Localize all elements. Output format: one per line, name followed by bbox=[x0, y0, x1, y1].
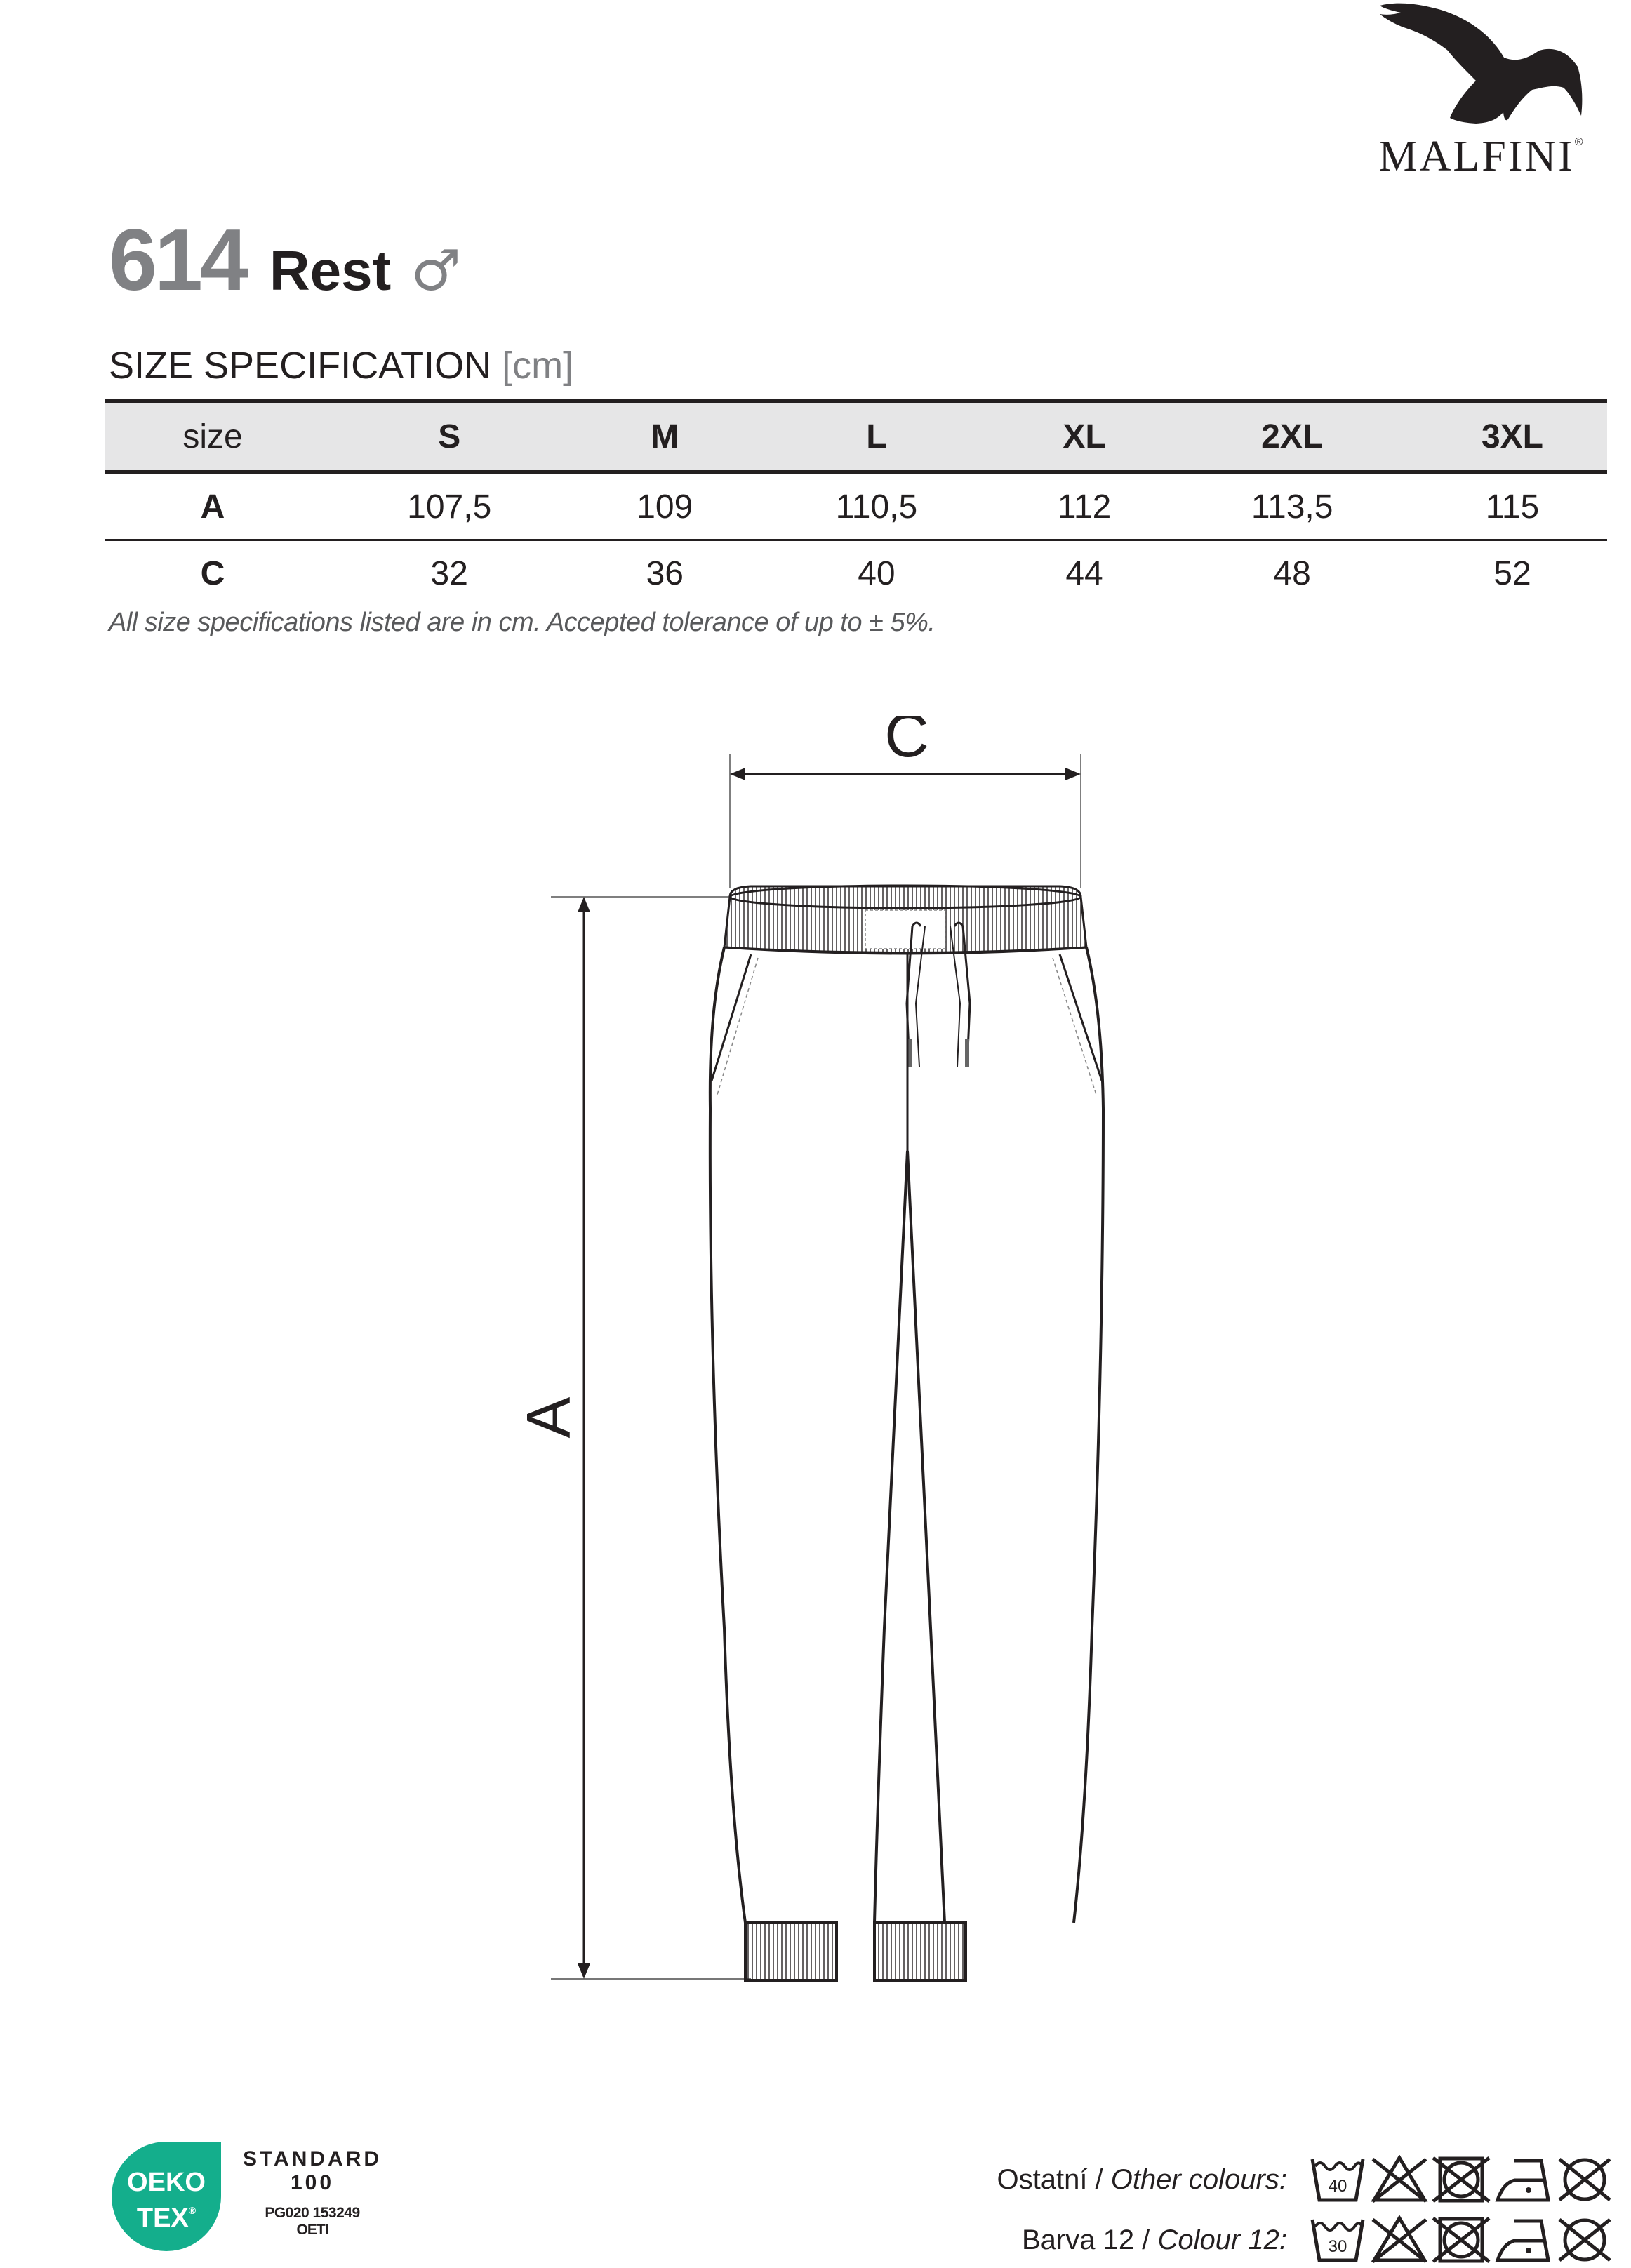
oeko-text: OEKO bbox=[127, 2168, 206, 2197]
size-spec-table bbox=[105, 399, 1607, 606]
column-header: M bbox=[578, 401, 751, 472]
column-header: L bbox=[751, 401, 1002, 472]
size-spec-title: SIZE SPECIFICATION bbox=[109, 345, 492, 387]
oeko-tex-badge bbox=[109, 2133, 390, 2260]
care-label-cz: Ostatní / bbox=[997, 2163, 1103, 2195]
no-dry-clean-icon bbox=[1555, 2155, 1614, 2204]
table-cell: 107,5 bbox=[320, 472, 578, 540]
table-cell: 112 bbox=[1002, 472, 1167, 540]
column-header: 2XL bbox=[1166, 401, 1418, 472]
svg-text:30: 30 bbox=[1328, 2237, 1347, 2256]
wash-40-icon bbox=[1308, 2155, 1367, 2204]
wash-30-icon bbox=[1308, 2215, 1367, 2264]
brand-name: MALFINI bbox=[1378, 133, 1575, 180]
tolerance-note: All size specifications listed are in cm. Accepted tolerance of up to ± 5%. bbox=[109, 608, 936, 637]
dimension-label-c: C bbox=[884, 716, 929, 770]
care-row-other-colours bbox=[968, 2153, 1614, 2206]
column-header: size bbox=[105, 401, 320, 472]
table-header-row bbox=[105, 401, 1607, 472]
table-cell: 113,5 bbox=[1166, 472, 1418, 540]
pants-drawing-svg bbox=[519, 716, 1151, 2049]
no-bleach-icon bbox=[1370, 2215, 1429, 2264]
oeko-tex-logo-icon bbox=[112, 2142, 221, 2251]
oeko-registered-mark: ® bbox=[188, 2205, 197, 2216]
ankle-cuffs bbox=[745, 1923, 966, 1980]
table-cell: 52 bbox=[1493, 554, 1531, 592]
certificate-number: PG020 153249 bbox=[265, 2205, 360, 2221]
dimension-c bbox=[730, 716, 1081, 888]
pants-legs bbox=[710, 947, 1103, 1923]
column-header: 3XL bbox=[1418, 401, 1607, 472]
male-symbol-icon: ♂ bbox=[411, 238, 462, 303]
iron-low-icon bbox=[1493, 2155, 1552, 2204]
care-label-en: Other colours: bbox=[1110, 2163, 1287, 2195]
standard-number: 100 bbox=[290, 2171, 335, 2194]
product-code: 614 bbox=[109, 212, 246, 309]
care-label-en: Colour 12: bbox=[1157, 2224, 1287, 2255]
oeko-standard-text bbox=[235, 2147, 390, 2239]
no-tumble-dry-icon bbox=[1432, 2155, 1491, 2204]
table-cell: 32 bbox=[430, 554, 468, 592]
standard-label: STANDARD bbox=[242, 2147, 382, 2170]
pants-technical-drawing bbox=[519, 716, 1151, 2049]
waistband bbox=[724, 886, 1086, 954]
row-label: C bbox=[200, 554, 225, 592]
svg-text:40: 40 bbox=[1328, 2177, 1347, 2196]
no-bleach-icon bbox=[1370, 2155, 1429, 2204]
table-cell: 110,5 bbox=[751, 472, 1002, 540]
eagle-silhouette-icon bbox=[1374, 0, 1585, 130]
malfini-logo bbox=[1362, 0, 1600, 180]
iron-low-icon bbox=[1493, 2215, 1552, 2264]
table-row bbox=[105, 540, 1607, 606]
size-spec-unit: [cm] bbox=[502, 345, 574, 387]
registered-mark: ® bbox=[1574, 136, 1583, 148]
care-row-colour-12 bbox=[968, 2213, 1614, 2267]
no-tumble-dry-icon bbox=[1432, 2215, 1491, 2264]
table-cell: 115 bbox=[1418, 472, 1607, 540]
care-row-label bbox=[1022, 2224, 1287, 2256]
table-cell: 44 bbox=[1065, 554, 1103, 592]
table-cell: 109 bbox=[578, 472, 751, 540]
no-dry-clean-icon bbox=[1555, 2215, 1614, 2264]
certification-institute: OETI bbox=[296, 2222, 328, 2238]
column-header: XL bbox=[1002, 401, 1167, 472]
row-label: A bbox=[105, 472, 320, 540]
table-cell: 48 bbox=[1273, 554, 1311, 592]
size-spec-heading bbox=[109, 344, 573, 387]
table-cell: 36 bbox=[646, 554, 684, 592]
table-cell: 40 bbox=[858, 554, 896, 592]
column-header: S bbox=[320, 401, 578, 472]
product-name: Rest bbox=[269, 239, 392, 302]
tex-text: TEX bbox=[136, 2203, 189, 2233]
brand-wordmark bbox=[1362, 132, 1600, 182]
care-row-label bbox=[997, 2164, 1287, 2196]
product-title bbox=[109, 211, 461, 309]
dimension-label-a: A bbox=[519, 1396, 583, 1439]
care-label-cz: Barva 12 / bbox=[1021, 2224, 1150, 2255]
table-row bbox=[105, 472, 1607, 540]
